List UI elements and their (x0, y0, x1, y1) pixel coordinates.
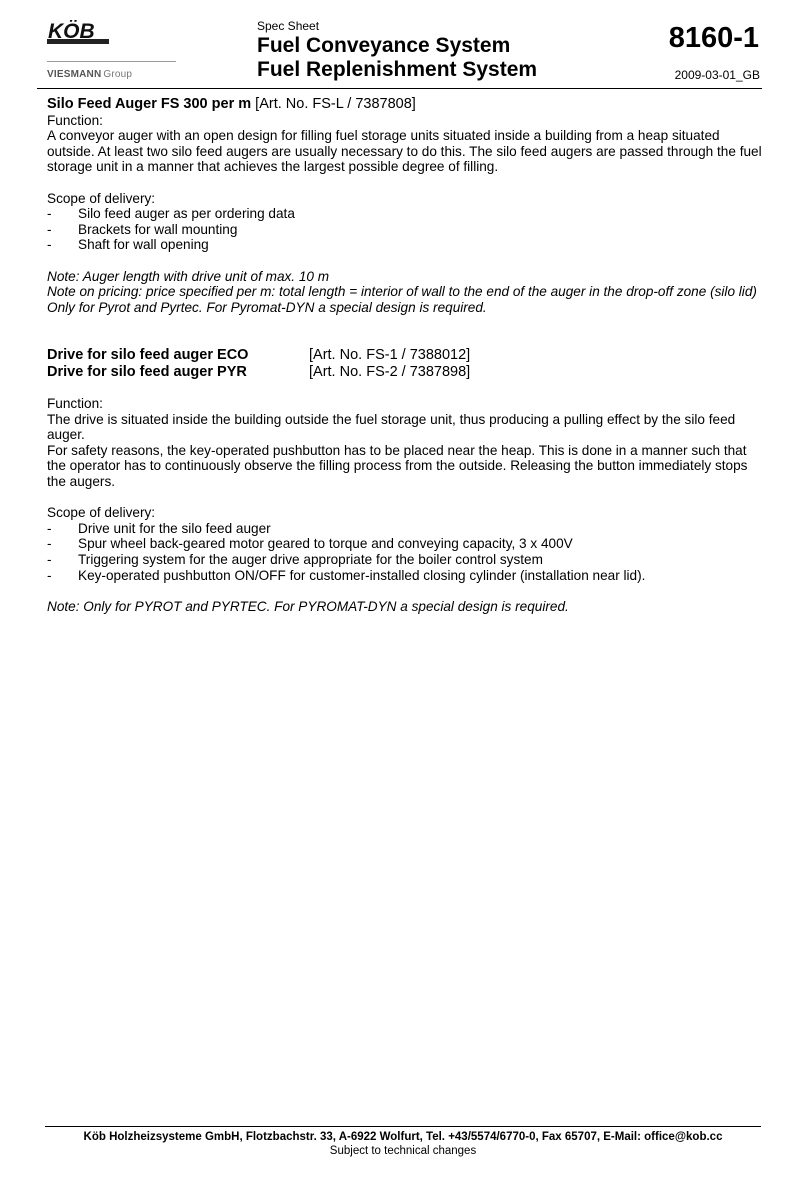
note-pricing: Note on pricing: price specified per m: total length = interior of wall to the end of the auger in the drop-off zone (silo lid) (47, 284, 757, 300)
section-heading-bold: Silo Feed Auger FS 300 per m (47, 96, 252, 112)
list-item: - Shaft for wall opening (47, 237, 209, 253)
document-date: 2009-03-01_GB (674, 68, 760, 82)
list-item: - Spur wheel back-geared motor geared to torque and conveying capacity, 3 x 400V (47, 536, 573, 552)
drive-art-no: [Art. No. FS-2 / 7387898] (309, 363, 471, 380)
title-line-1: Fuel Conveyance System (257, 34, 511, 57)
function-text: The drive is situated inside the building outside the fuel storage unit, thus producing a pulling effect by the silo feed auger. (47, 411, 736, 443)
group-brand: VIESMANN (47, 69, 102, 80)
list-item: - Key-operated pushbutton ON/OFF for customer-installed closing cylinder (installation near lid). (47, 567, 646, 583)
scope-label: Scope of delivery: (47, 505, 156, 521)
header-rule (37, 88, 762, 89)
function-label: Function: (47, 112, 103, 128)
section-heading-silo-feed-auger (47, 97, 763, 113)
logo-divider (47, 61, 176, 62)
drive-row (47, 364, 763, 381)
list-item: - Brackets for wall mounting (47, 221, 238, 237)
group-suffix: Group (103, 69, 133, 80)
scope-list (47, 206, 763, 253)
title-line-2: Fuel Replenishment System (257, 58, 538, 81)
function-label: Function: (47, 396, 103, 412)
drive-row (47, 347, 763, 364)
scope-list (47, 521, 763, 583)
document-body (47, 97, 763, 614)
drive-art-no: [Art. No. FS-1 / 7388012] (309, 346, 471, 363)
footer-disclaimer: Subject to technical changes (329, 1145, 477, 1157)
list-item: - Silo feed auger as per ordering data (47, 206, 295, 222)
section-heading-art-no: [Art. No. FS-L / 7387808] (251, 96, 416, 112)
note-compatibility: Only for Pyrot and Pyrtec. For Pyromat-DYN a special design is required. (47, 299, 487, 315)
scope-label: Scope of delivery: (47, 190, 156, 206)
note-drive-compatibility: Note: Only for PYROT and PYRTEC. For PYROMAT-DYN a special design is required. (47, 598, 569, 614)
list-item: - Triggering system for the auger drive appropriate for the boiler control system (47, 552, 543, 568)
list-item: - Drive unit for the silo feed auger (47, 520, 271, 536)
footer-rule (45, 1126, 761, 1127)
spec-sheet-label: Spec Sheet (257, 19, 320, 33)
drive-name: Drive for silo feed auger PYR (47, 363, 247, 380)
drive-name: Drive for silo feed auger ECO (47, 346, 249, 363)
function-text: For safety reasons, the key-operated pushbutton has to be placed near the heap. This is done in a manner such that the operator has to continuously observe the filling process from the outside. Releasing the button immediately stops the augers. (47, 442, 748, 490)
function-text: A conveyor auger with an open design for filling fuel storage units situated inside a building from a heap situated outside. At least two silo feed augers are usually necessary to do this. The silo feed augers are passed through the fuel storage unit in a manner that achieves the largest possible degree of filling. (47, 128, 762, 175)
footer-company-info: Köb Holzheizsysteme GmbH, Flotzbachstr. 33, A-6922 Wolfurt, Tel. +43/5574/6770-0, Fax 65707, E-Mail: office@kob.cc (83, 1131, 723, 1143)
document-number: 8160-1 (668, 22, 759, 54)
note-auger-length: Note: Auger length with drive unit of max. 10 m (47, 268, 330, 284)
kob-logo-text: KÖB (48, 20, 95, 43)
viessmann-group-logo (47, 69, 132, 80)
kob-logo (47, 20, 109, 46)
